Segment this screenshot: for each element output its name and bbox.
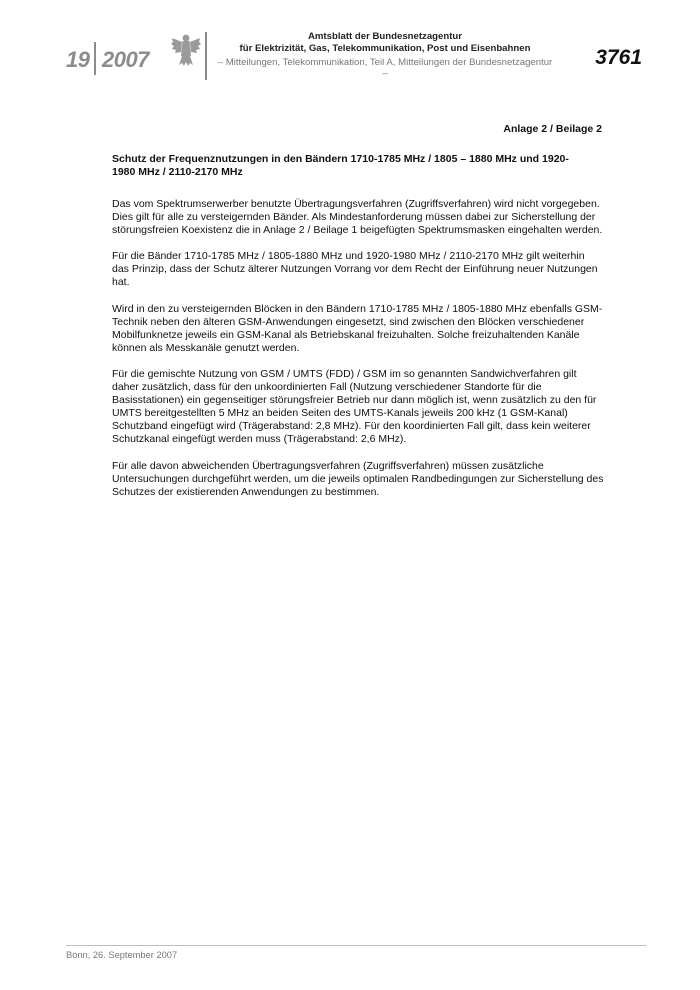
- document-title: Schutz der Frequenznutzungen in den Bändern 1710-1785 MHz / 1805 – 1880 MHz und 1920-1980 MHz / 2110-2170 MHz: [112, 153, 569, 178]
- footer-divider: [66, 945, 646, 946]
- document-body: [112, 198, 604, 512]
- annex-label: Anlage 2 / Beilage 2: [503, 123, 602, 135]
- footer-place-date: Bonn, 26. September 2007: [66, 950, 178, 960]
- body-paragraph: Für die gemischte Nutzung von GSM / UMTS (FDD) / GSM im so genannten Sandwichverfahren gilt daher zusätzlich, dass für den unkoordinierten Fall (Nutzung verschiedener Standorte für die Basisstationen) ein gegenseitiger störungsfreier Betrieb nur dann möglich ist, wenn zusätzlich zu den für UMTS bereitgestellten 5 MHz an beiden Seiten des UMTS-Kanals jeweils 200 kHz (1 GSM-Kanal) Schutzband eingefügt wird (Trägerabstand: 2,8 MHz). Für den koordinierten Fall gilt, dass kein weiterer Schutzkanal eingefügt werden muss (Trägerabstand: 2,6 MHz).: [112, 367, 597, 446]
- publisher-subtitle: für Elektrizität, Gas, Telekommunikation, Post und Eisenbahnen: [239, 43, 531, 54]
- issue-year: 2007: [102, 47, 149, 72]
- body-paragraph: Wird in den zu versteigernden Blöcken in den Bändern 1710-1785 MHz / 1805-1880 MHz ebenfalls GSM-Technik neben den älteren GSM-Anwendungen eingesetzt, sind zwischen den Blöcken verschiedener Mobilfunknetze jeweils ein GSM-Kanal als Betriebskanal freizuhalten. Solche freizuhaltenden Kanäle können als Messkanäle genutzt werden.: [112, 302, 603, 354]
- federal-eagle-icon: [170, 32, 202, 68]
- body-paragraph: Das vom Spektrumserwerber benutzte Übertragungsverfahren (Zugriffsverfahren) wird nicht vorgegeben. Dies gilt für alle zu versteigernden Bänder. Als Mindestanforderung müssen dabei zur Sicherstellung der störungsfreien Koexistenz die in Anlage 2 / Beilage 1 beigefügten Spektrumsmasken eingehalten werden.: [112, 198, 603, 237]
- issue-divider: [94, 42, 96, 75]
- body-paragraph: Für die Bänder 1710-1785 MHz / 1805-1880 MHz und 1920-1980 MHz / 2110-2170 MHz gilt weiterhin das Prinzip, dass der Schutz älterer Nutzungen Vorrang vor dem Recht der Einführung neuer Nutzungen hat.: [112, 250, 598, 289]
- body-paragraph: Für alle davon abweichenden Übertragungsverfahren (Zugriffsverfahren) müssen zusätzliche Untersuchungen durchgeführt werden, um die jeweils optimalen Randbedingungen zur Sicherstellung des Schutzes der existierenden Anwendungen zu bestimmen.: [112, 459, 604, 498]
- header-divider: [205, 32, 207, 80]
- issue-number: 19: [66, 47, 90, 72]
- section-label: – Mitteilungen, Telekommunikation, Teil A, Mitteilungen der Bundesnetzagentur –: [217, 57, 553, 79]
- publisher-title: Amtsblatt der Bundesnetzagentur: [307, 31, 463, 42]
- page-number: 3761: [595, 46, 642, 69]
